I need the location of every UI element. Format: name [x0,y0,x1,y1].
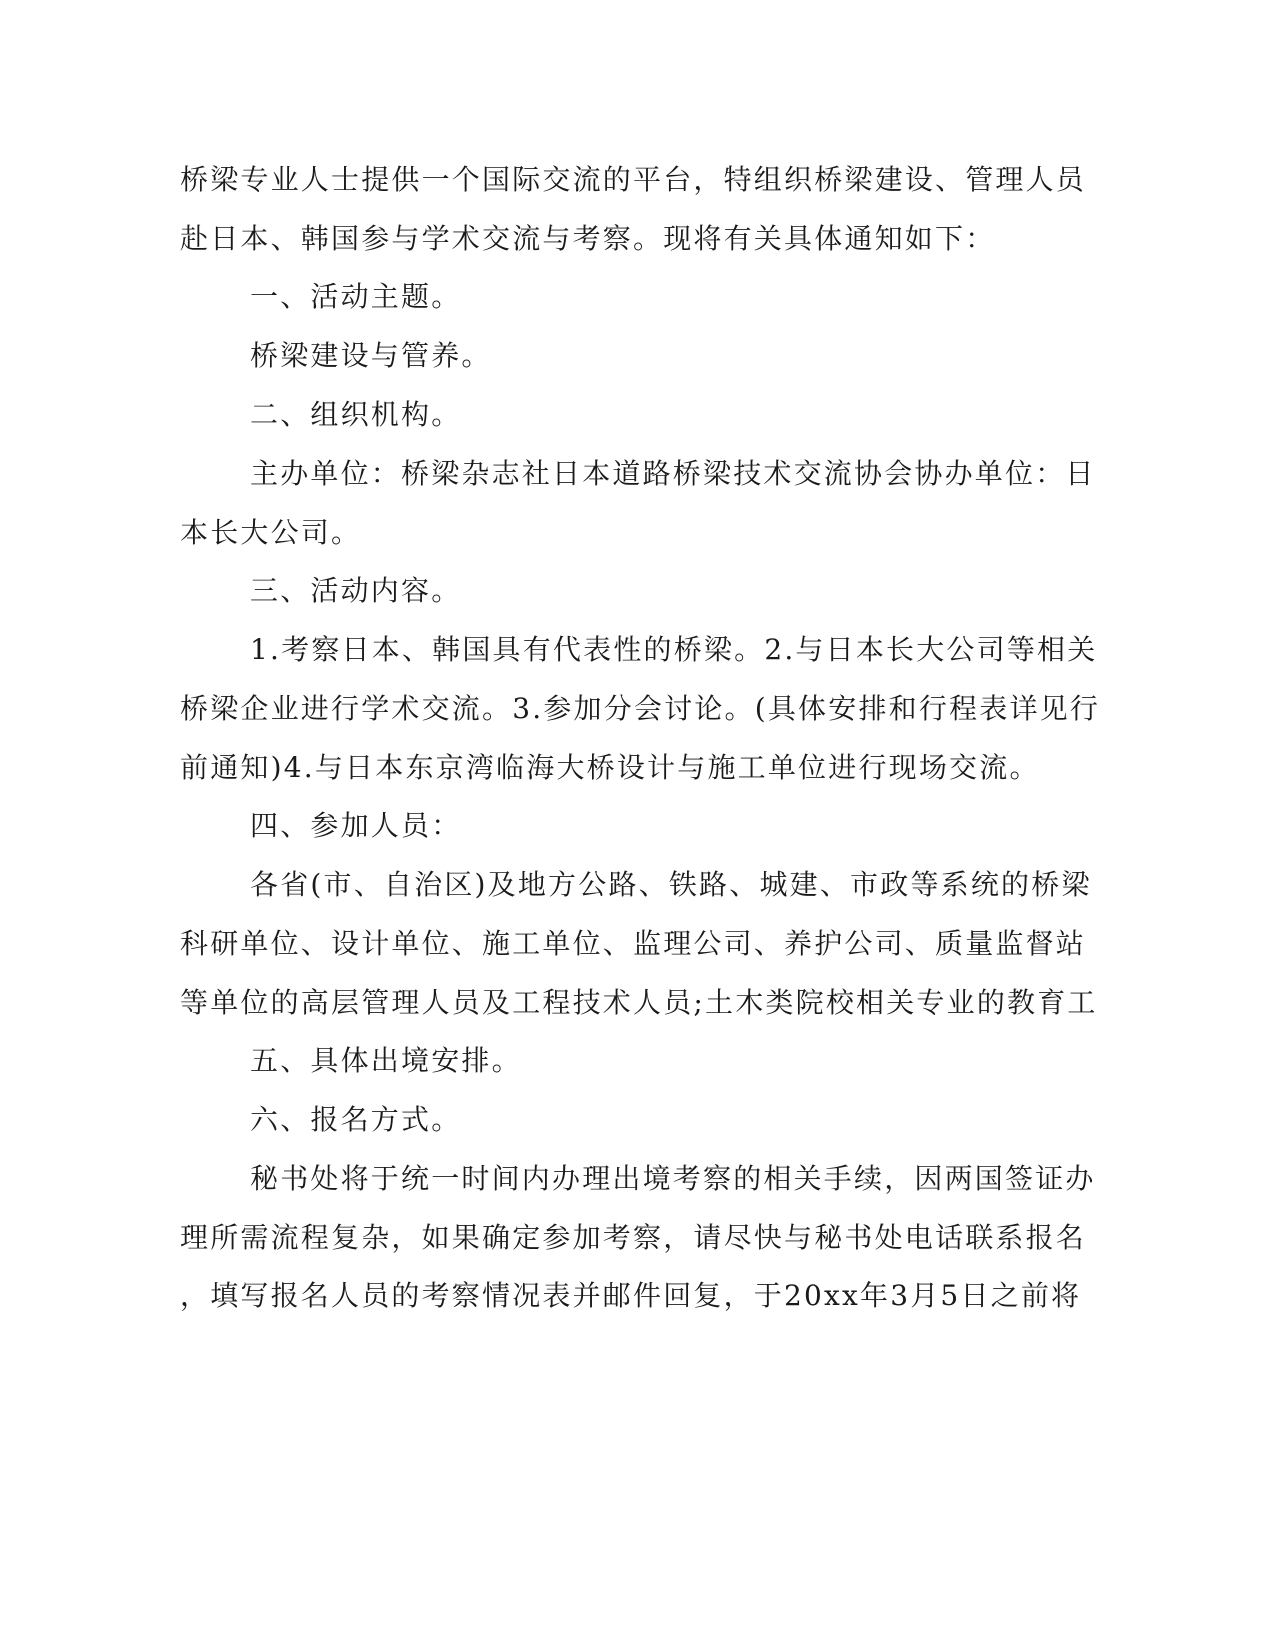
paragraph-line: 各省(市、自治区)及地方公路、铁路、城建、市政等系统的桥梁 [250,868,1092,901]
paragraph-line: ，填写报名人员的考察情况表并邮件回复，于20xx年3月5日之前将 [180,1279,1082,1312]
paragraph-line: 理所需流程复杂，如果确定参加考察，请尽快与秘书处电话联系报名 [180,1221,1087,1254]
paragraph-line: 本长大公司。 [180,516,362,549]
paragraph-line: 1.考察日本、韩国具有代表性的桥梁。2.与日本长大公司等相关 [250,633,1098,666]
section-heading: 五、具体出境安排。 [250,1044,522,1077]
paragraph-line: 秘书处将于统一时间内办理出境考察的相关手续，因两国签证办 [250,1162,1096,1195]
section-heading: 二、组织机构。 [250,398,462,431]
paragraph-line: 桥梁专业人士提供一个国际交流的平台，特组织桥梁建设、管理人员 [180,163,1087,196]
paragraph-line: 前通知)4.与日本东京湾临海大桥设计与施工单位进行现场交流。 [180,751,1040,784]
paragraph-line: 赴日本、韩国参与学术交流与考察。现将有关具体通知如下： [180,222,996,255]
section-heading: 四、参加人员： [250,809,462,842]
section-heading: 一、活动主题。 [250,280,462,313]
paragraph-line: 科研单位、设计单位、施工单位、监理公司、养护公司、质量监督站 [180,927,1087,960]
paragraph-line: 桥梁企业进行学术交流。3.参加分会讨论。(具体安排和行程表详见行 [180,692,1101,725]
section-heading: 六、报名方式。 [250,1103,462,1136]
section-heading: 三、活动内容。 [250,574,462,607]
paragraph-line: 桥梁建设与管养。 [250,339,492,372]
paragraph-line: 主办单位：桥梁杂志社日本道路桥梁技术交流协会协办单位：日 [250,457,1096,490]
paragraph-line: 等单位的高层管理人员及工程技术人员;土木类院校相关专业的教育工 [180,986,1098,1019]
